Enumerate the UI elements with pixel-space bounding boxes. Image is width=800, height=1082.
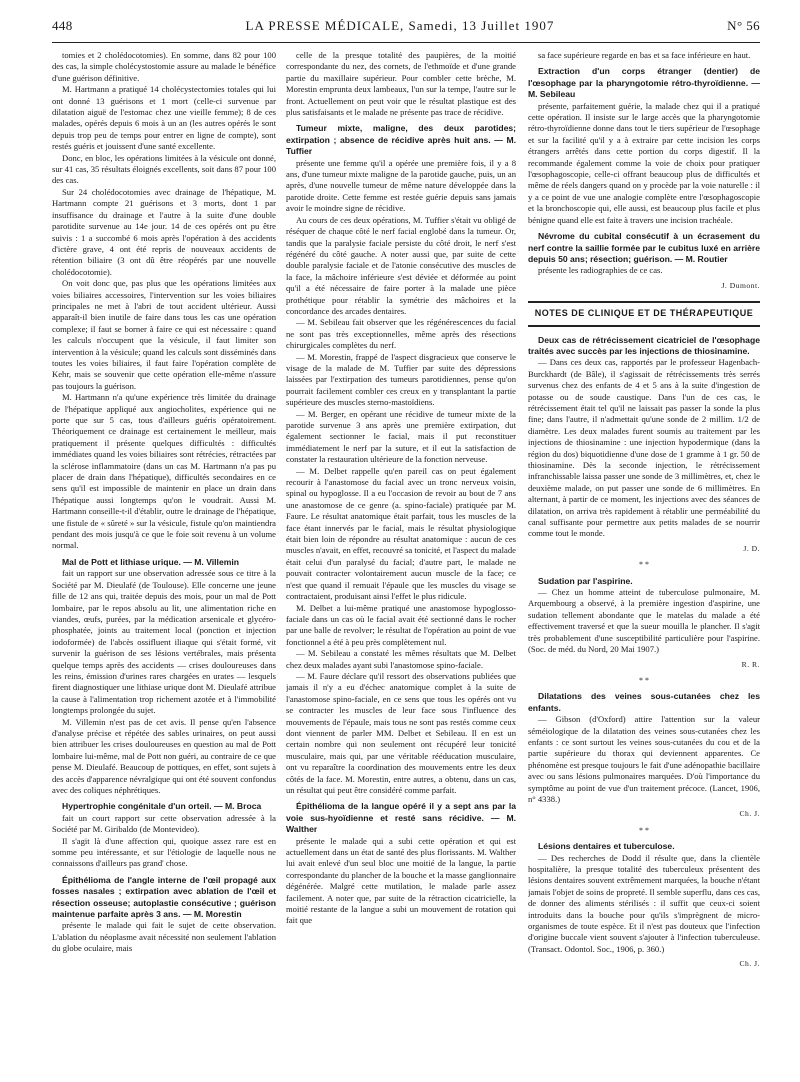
paragraph: fait un rapport sur une observation adressée sous ce titre à la Société par M. Dieulafé (de Toulouse). Elle concerne une jeune fille de 12 ans qui, traitée depuis des mois, pour un mal de Pott lombaire, par le repos absolu au lit, une alimentation riche en viandes, œufs, purées, par la médication arsenicale et glycéro-phosphatée, joints au traitement local (ponction et injection iodoformée) de l'abcès ossifluent iliaque qui s'était formé, vit survenir la guérison de ses lésions vertébrales, mais présenta quelque temps après des accidents — crises douloureuses dans les reins, émission d'urines rares chargées en urates — lesquels firent diagnostiquer une lithiase urique dont M. Dieulafé attribue la cause à l'alimentation trop richement azotée et à l'immobilité longtemps prolongée du sujet. <box>52 568 276 716</box>
paragraph: Donc, en bloc, les opérations limitées à la vésicule ont donné, sur 41 cas, 35 résultats éloignés excellents, soit dans 87 pour 100 des cas. <box>52 152 276 186</box>
paragraph: Sur 24 cholédocotomies avec drainage de l'hépatique, M. Hartmann compte 21 guérisons et 3 morts, dont 1 par insuffisance du drainage et l'autre à la suite d'une double parotidite survenue au 14e jour. 14 de ces opérés ont pu être suivis : 1 a succombé 6 mois après l'opération à des accidents d'ictère grave, 4 ont été repris de nouveaux accidents de rétention biliaire (3 ont dû être réopérés par une nouvelle cholédocotomie). <box>52 186 276 277</box>
separator-stars: * * <box>639 560 649 570</box>
section-heading: Épithélioma de l'angle interne de l'œil propagé aux fosses nasales ; extirpation avec ablation de l'œil et résection osseuse; autoplastie consécutive ; guérison maintenue parfaite après 3 ans. — M. Morestin <box>52 874 276 920</box>
author-signature: R. R. <box>741 659 760 669</box>
paragraph: On voit donc que, pas plus que les opérations limitées aux voies biliaires accessoires, l'intervention sur les voies biliaires principales ne met à l'abri de tout accident ultérieur. Aussi apparaît-il bien inutile de faire dans tous les cas une opération complexe; il faut se borner à faire ce qui est nécessaire : quand les calculs n'occupent que la vésicule, il faut limiter son intervention à la vésicule; quand les calculs sont disséminés dans toutes les voies biliaires, il faut faire l'opération complète de Kehr, mais se souvenir que cette opération elle-même n'assure pas toujours la guérison. <box>52 278 276 391</box>
section-heading: Lésions dentaires et tuberculose. <box>538 841 675 852</box>
author-signature: Ch. J. <box>739 809 760 819</box>
section-heading: Mal de Pott et lithiase urique. — M. Villemin <box>62 556 239 567</box>
author-signature: J. D. <box>743 543 760 553</box>
paragraph: celle de la presque totalité des paupières, de la moitié correspondante du nez, des cornets, de l'ethmoïde et d'une grande partie du maxillaire supérieur. Pour combler cette brèche, M. Morestin emprunta deux lambeaux, l'un sur la tempe, l'autre sur le front. Actuellement on peut voir que le résultat plastique est des plus satisfaisants et le malade ne présente pas trace de récidive. <box>286 50 516 118</box>
column-left <box>52 50 276 1070</box>
paragraph: — M. Faure déclare qu'il ressort des observations publiées que jamais il n'y a eu d'échec anatomique complet à la suite de l'anastomose spino-faciale, en ce sens que tous les opérés ont vu se contracter les muscles de leur face sous l'influence des mouvements de l'épaule, mais tous ne sont pas restés comme ceux dont viennent de parler MM. Delbet et Sebileau. Il en est un certain nombre qui non seulement ont récupéré leur tonicité musculaire, mais qui, par une véritable rééducation musculaire, ont vu reparaître la coordination des mouvements entre les deux côtés de la face. M. Morestin, entre autres, a obtenu, dans un cas, un résultat qui peut être considéré comme parfait. <box>286 670 516 795</box>
separator-stars: * * <box>639 675 649 685</box>
section-heading: Tumeur mixte, maligne, des deux parotides; extirpation ; absence de récidive après huit ans. — M. Tuffier <box>286 123 516 157</box>
paragraph: M. Villemin n'est pas de cet avis. Il pense qu'en l'absence d'analyse précise et répétée des sables urinaires, on peut aussi bien attribuer les crises douloureuses en question au mal de Pott lombaire lui-même, mal de Pott non guéri, au contraire de ce que pense M. Dieulafé. Beaucoup de pottiques, en effet, sont sujets à des accès d'apparence névralgique qui ont été souvent confondus avec des coliques néphrétiques. <box>52 716 276 795</box>
paragraph: — Chez un homme atteint de tuberculose pulmonaire, M. Arquembourg a observé, à la première ingestion d'aspirine, une sudation tellement abondante que le matelas du malade a été effectivement traversé et que la sueur mouilla le plancher. Il s'agit très probablement d'une susceptibilité particulière pour l'aspirine. (Soc. de méd. du Nord, 20 Mai 1907.) <box>528 587 760 655</box>
paragraph: présente le malade qui fait le sujet de cette observation. L'ablation du néoplasme avait nécessité non seulement l'ablation du globe oculaire, mais <box>52 920 276 954</box>
column-middle <box>286 50 516 1070</box>
column-right <box>528 50 760 1070</box>
paragraph: — M. Morestin, frappé de l'aspect disgracieux que conserve le visage de la malade de M. Tuffier par suite des dépressions laissées par l'extirpation des tumeurs parotidiennes, pense qu'on pourrait facilement combler ces creux en y transplantant la partie supérieure des muscles sterno-mastoïdiens. <box>286 351 516 408</box>
paragraph: fait un court rapport sur cette observation adressée à la Société par M. Giribaldo (de Montevideo). <box>52 812 276 835</box>
page-header <box>52 18 760 43</box>
paragraph: M. Delbet a lui-même pratiqué une anastomose hypoglosso-faciale dans un cas où le facial avait été sectionné dans le rocher par une balle de revolver; le résultat de l'opération au point de vue fonctionnel a été à peu près complètement nul. <box>286 602 516 647</box>
page-number: 448 <box>52 18 73 33</box>
section-heading: Extraction d'un corps étranger (dentier) de l'œsophage par la pharyngotomie rétro-thyroïdienne. — M. Sebileau <box>528 66 760 100</box>
section-heading: Dilatations des veines sous-cutanées chez les enfants. <box>528 691 760 713</box>
paragraph: M. Hartmann a pratiqué 14 cholécystectomies totales qui lui ont donné 13 guérisons et 1 mort (celle-ci survenue par dilatation aiguë de l'estomac chez une vieille femme); 8 de ces malades, opérés depuis 6 mois à un an (les autres opérés le sont depuis trop peu de temps pour entrer en ligne de compte), sont restés guéris et jouissent d'une santé excellente. <box>52 84 276 152</box>
author-signature: Ch. J. <box>739 959 760 969</box>
paragraph: — Dans ces deux cas, rapportés par le professeur Hagenbach-Burckhardt (de Bâle), il s'agissait de rétrécissements très serrés survenus chez des enfants de 4 et 5 ans à la suite d'ingestion de potasse ou de soude caustique. Dans l'un de ces cas, le rétrécissement était tel qu'il ne laissait pas passer la sonde la plus fine; dans l'autre, il n'admettait qu'une sonde de 2 millim. 1/2 de diamètre. Les deux malades furent soumis au traitement par les injections de thiosinamine : une injection hypodermique (dans la région du dos) biquotidienne d'une dose de 1 gramme à 1 gr. 50 de thiosinamine. Dès la seconde injection, le rétrécissement infranchissable laissa passer une sonde de 3 millimètres, et, chez le deuxième malade, on put passer une sonde de 6 millimètres. En alternant, à partir de ce moment, les injections avec des séances de dilatation, on arriva très rapidement à rétablir une perméabilité du canal suffisante pour permettre aux petits malades de se nourrir comme tout le monde. <box>528 357 760 539</box>
rubric-title: NOTES DE CLINIQUE ET DE THÉRAPEUTIQUE <box>528 301 760 326</box>
paragraph: — M. Sebileau a constaté les mêmes résultats que M. Delbet chez deux malades ayant subi l'anastomose spino-faciale. <box>286 648 516 670</box>
paragraph: — M. Berger, en opérant une récidive de tumeur mixte de la parotide survenue 3 ans après une première extirpation, dut également sectionner le facial, mais il put reconstituer immédiatement le nerf par la suture, et il eut la satisfaction de constater la restauration ultérieure de la fonction nerveuse. <box>286 408 516 465</box>
paragraph: présente le malade qui a subi cette opération et qui est actuellement dans un état de santé des plus florissants. M. Walther lui avait enlevé d'un seul bloc une moitié de la langue, la partie correspondante du plancher de la bouche et la masse ganglionnaire dégénérée. Malgré cette mutilation, le malade parle assez facilement. A noter que, par suite de la rétraction cicatricielle, la moitié restante de la langue a subi un mouvement de rotation qui fait que <box>286 835 516 926</box>
paragraph: présente une femme qu'il a opérée une première fois, il y a 8 ans, d'une tumeur mixte maligne de la parotide gauche, puis, un an après, d'une nouvelle tumeur de même nature développée dans la parotide droite. Cette femme est restée guérie depuis sans jamais avoir le moindre signe de récidive. <box>286 157 516 214</box>
paragraph: présente, parfaitement guérie, la malade chez qui il a pratiqué cette opération. Il insiste sur le large accès que la pharyngotomie rétro-thyroïdienne donne dans tout le tiers supérieur de l'œsophage et sur la facilité qu'il y a à extraire par cette incision les corps étrangers arrêtés dans cette portion du corps digestif. Il la recommande également comme la voie de choix pour pratiquer l'œsophagoscopie, celle-ci offrant beaucoup plus de difficultés et même de réels dangers quand on y procède par la voie naturelle : il y a ce point de vue une analogie complète entre l'œsophagoscopie et la bronchoscopie qui, elle aussi, est beaucoup plus facile et plus bénigne quand elle est faite à travers une incision trachéale. <box>528 100 760 225</box>
paragraph: sa face supérieure regarde en bas et sa face inférieure en haut. <box>538 50 751 60</box>
paragraph: Au cours de ces deux opérations, M. Tuffier s'était vu obligé de réséquer de chaque côté le nerf facial englobé dans la tumeur. Or, tandis que la paralysie faciale persiste du côté droit, le nerf s'est régénéré du côté gauche. A noter aussi que, par suite de cette double paralysie faciale et de l'atonie consécutive des muscles de la face, la mâchoire inférieure s'est déviée et déformée au point qu'il a été nécessaire de faire porter à la malade une pièce prothétique pour rétablir la symétrie des mâchoires et la concordance des arcades dentaires. <box>286 214 516 316</box>
section-heading: Névrome du cubital consécutif à un écrasement du nerf contre la saillie formée par le cubitus luxé en arrière depuis 50 ans; résection; guérison. — M. Routier <box>528 231 760 264</box>
section-heading: Hypertrophie congénitale d'un orteil. — M. Broca <box>62 801 262 812</box>
issue-number: N° 56 <box>727 18 760 33</box>
author-signature: J. Dumont. <box>721 280 760 290</box>
section-heading: Épithélioma de la langue opéré il y a sept ans par la voie sus-hyoïdienne et resté sans récidive. — M. Walther <box>286 801 516 835</box>
section-heading: Deux cas de rétrécissement cicatriciel de l'œsophage traités avec succès par les injections de thiosinamine. <box>528 334 760 356</box>
paragraph: Il s'agit là d'une affection qui, quoique assez rare est en somme peu intéressante, et sur l'étiologie de laquelle nous ne connaissons d'ailleurs pas grand' chose. <box>52 835 276 869</box>
paragraph: — Des recherches de Dodd il résulte que, dans la clientèle hospitalière, la presque totalité des tuberculeux présentent des lésions dentaires souvent extrêmement marquées, la bouche n'étant jamais l'objet de soins de propreté. Il semble superflu, dans ces cas, de donner des aliments stérilisés : il suffit que ceux-ci soient introduits dans la bouche pour qu'ils s'imprègnent de micro-organismes de toute espèce. Et il n'est pas douteux que l'infection d'origine buccale vient souvent s'ajouter à l'infection tuberculeuse. (Transact. Odontol. Soc., 1906, p. 360.) <box>528 852 760 954</box>
paragraph: — Gibson (d'Oxford) attire l'attention sur la valeur séméiologique de la dilatation des veines sous-cutanées chez les enfants : ce sont surtout les veines sous-cutanées du cou et de la partie supérieure du thorax qui deviennent apparentes. Ce phénomène est presque toujours le fait d'une adénopathie bacillaire avec ou sans lésions pulmonaires marquées. D'où l'importance du symptôme au point de vue d'un traitement précoce. (Lancet, 1906, n° 4338.) <box>528 714 760 804</box>
paragraph: tomies et 2 cholédocotomies). En somme, dans 82 pour 100 des cas, la simple cholécystostomie assure au malade le bénéfice d'une guérison définitive. <box>52 50 276 83</box>
journal-title: LA PRESSE MÉDICALE, Samedi, 13 Juillet 1907 <box>245 18 555 33</box>
paragraph: — M. Delbet rappelle qu'en pareil cas on peut également recourir à l'anastomose du facial avec un tronc nerveux voisin, spinal ou hypoglosse. Il a eu l'occasion de revoir au bout de 7 ans une anastomose de ce genre (a. spino-faciale) pratiquée par M. Faure. Le résultat anatomique était parfait, tous les muscles de la face étant innervés par le facial, mais le résultat physiologique était bien loin de répondre au résultat anatomique : aucun de ces muscles n'avait, en effet, recouvré sa tonicité, et l'aspect du malade était celui d'un paralysé du facial; d'autre part, le malade ne pouvait contracter volontairement aucun muscle de la face; ce n'est que quand il remuait l'épaule que les muscles du visage se contractaient, produisant ainsi l'effet le plus ridicule. <box>286 465 516 602</box>
paragraph: — M. Sebileau fait observer que les régénérescences du facial ne sont pas très exceptionnelles, même après des résections chirurgicales complètes du nerf. <box>286 317 516 351</box>
paragraph: M. Hartmann n'a qu'une expérience très limitée du drainage de l'hépatique appliqué aux angiocholites, expérience qui ne porte que sur 5 cas, tous d'ailleurs guéris opératoirement. Théoriquement ce drainage est certainement le meilleur, mais pratiquement il présente quelques difficultés : difficultés immédiates quand les voies biliaires sont rétrécies, rétractées par la sclérose inflammatoire (dans un cas M. Hartmann n'a pas pu placer de drain dans l'hépatique), difficultés secondaires en ce sens qu'il est impossible de maintenir en place un drain dans l'hépatique aussi longtemps qu'on le voudrait. Aussi M. Hartmann conseille-t-il d'établir, outre le drainage de l'hépatique, une fistule de « sûreté » sur la vésicule, fistule qu'on maintiendra pendant des mois jusqu'à ce que le foie soit revenu à un volume normal. <box>52 392 276 551</box>
separator-stars: * * <box>639 825 649 835</box>
paragraph: présente les radiographies de ce cas. <box>538 265 663 276</box>
section-heading: Sudation par l'aspirine. <box>538 575 633 586</box>
